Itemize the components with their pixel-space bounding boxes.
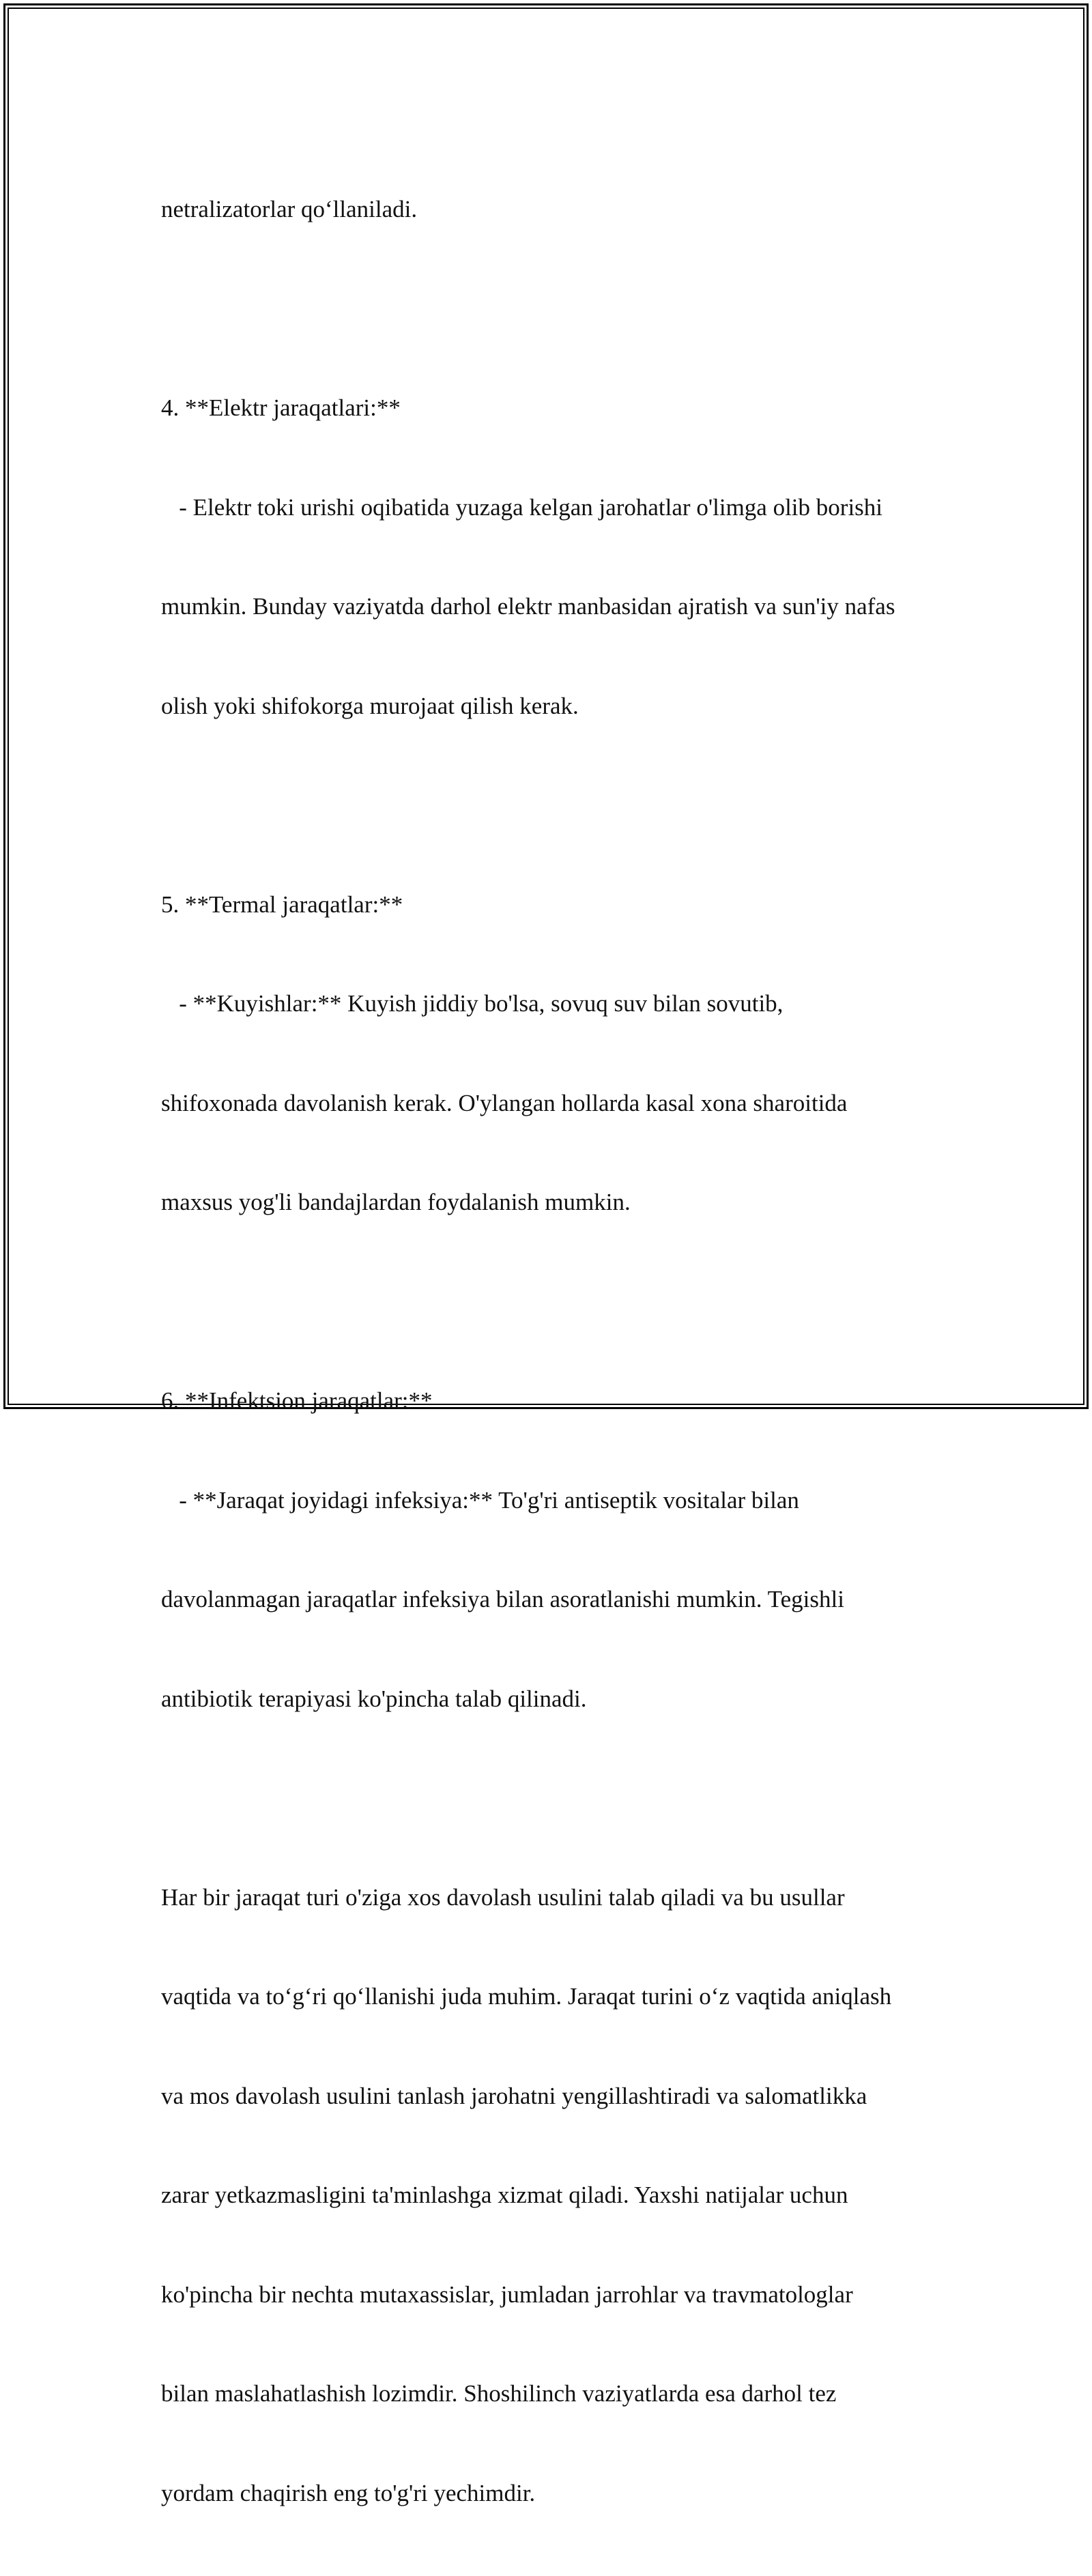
text-line: va mos davolash usulini tanlash jarohatni yengillashtiradi va salomatlikka [161,2080,939,2113]
section-heading: 5. **Termal jaraqatlar:** [161,888,939,922]
paragraph-thermal-injuries [161,822,939,1286]
text-line: olish yoki shifokorga murojaat qilish kerak. [161,690,939,723]
text-line: davolanmagan jaraqatlar infeksiya bilan asoratlanishi mumkin. Tegishli [161,1583,939,1617]
paragraph-electrical-injuries [161,325,939,789]
text-line: netralizatorlar qo‘llaniladi. [161,193,939,227]
text-line: - Elektr toki urishi oqibatida yuzaga kelgan jarohatlar o'limga olib borishi [161,491,939,525]
text-line: shifoxonada davolanish kerak. O'ylangan hollarda kasal xona sharoitida [161,1087,939,1120]
text-line: vaqtida va to‘g‘ri qo‘llanishi juda muhim. Jaraqat turini o‘z vaqtida aniqlash [161,1980,939,2014]
text-line: yordam chaqirish eng to'g'ri yechimdir. [161,2477,939,2510]
text-line: antibiotik terapiyasi ko'pincha talab qilinadi. [161,1683,939,1716]
text-line: maxsus yog'li bandajlardan foydalanish mumkin. [161,1186,939,1219]
text-line: bilan maslahatlashish lozimdir. Shoshilinch vaziyatlarda esa darhol tez [161,2377,939,2411]
text-line: - **Jaraqat joyidagi infeksiya:** To'g'ri antiseptik vositalar bilan [161,1484,939,1518]
text-line: - **Kuyishlar:** Kuyish jiddiy bo'lsa, sovuq suv bilan sovutib, [161,987,939,1021]
text-line: Har bir jaraqat turi o'ziga xos davolash usulini talab qiladi va bu usullar [161,1881,939,1915]
text-line: mumkin. Bunday vaziyatda darhol elektr manbasidan ajratish va sun'iy nafas [161,590,939,624]
document-body [161,127,939,2576]
section-heading: 6. **Infektsion jaraqatlar:** [161,1385,939,1418]
text-line: zarar yetkazmasligini ta'minlashga xizmat qiladi. Yaxshi natijalar uchun [161,2179,939,2212]
paragraph-continuation [161,127,939,293]
section-heading: 4. **Elektr jaraqatlari:** [161,392,939,425]
paragraph-conclusion [161,1815,939,2576]
text-line: ko'pincha bir nechta mutaxassislar, jumladan jarrohlar va travmatologlar [161,2278,939,2312]
paragraph-infectious-injuries [161,1318,939,1782]
